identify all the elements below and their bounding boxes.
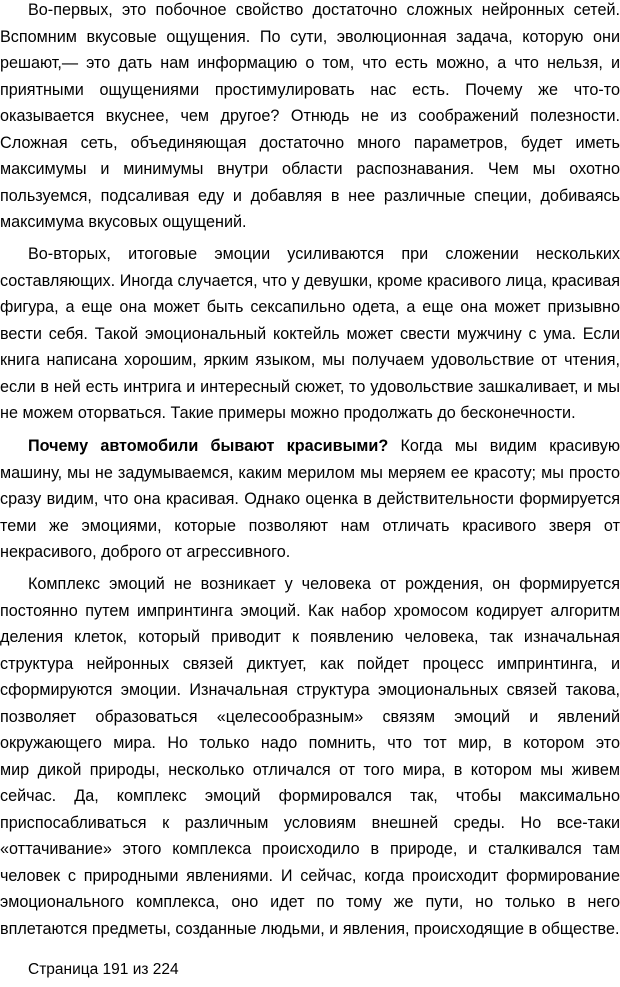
text-line: некрасивого, доброго от агрессивного.	[0, 543, 291, 561]
text-line: сейчас. Да, комплекс эмоций формировался так, чтобы максимально	[0, 787, 620, 805]
text-line	[0, 433, 620, 460]
text-line: максимумы и минимумы внутри области распознавания. Чем мы охотно	[0, 160, 620, 178]
text-line: Сложная сеть, объединяющая достаточно много параметров, будет иметь	[0, 133, 620, 152]
paragraph-2	[0, 241, 620, 427]
text-span: Когда мы видим красивую	[388, 437, 620, 455]
text-line: составляющих. Иногда случается, что у девушки, кроме красивого лица, красивая	[0, 271, 620, 290]
text-line: не можем оторваться. Такие примеры можно продолжать до бесконечности.	[0, 404, 576, 422]
text-line: сразу видим, что она красивая. Однако оценка в действительности формируется	[0, 490, 620, 508]
text-line: деления клеток, который приводит к появлению человека, так изначальная	[0, 628, 620, 646]
text-line: решают,— это дать нам информацию о том, что есть можно, а что нельзя, и	[0, 54, 620, 72]
text-line: оказывается вкуснее, чем другое? Отнюдь не из соображений полезности.	[0, 107, 620, 125]
text-line: эмоционального комплекса, оно идет по тому же пути, но только в него	[0, 893, 620, 911]
text-line: пользуемся, подсаливая еду и добавляя в нее различные специи, добиваясь	[0, 186, 620, 205]
text-line: Комплекс эмоций не возникает у человека от рождения, он формируется	[28, 575, 620, 593]
text-line: Во-первых, это побочное свойство достаточно сложных нейронных сетей.	[28, 1, 620, 19]
text-line: вести себя. Такой эмоциональный коктейль может свести мужчину с ума. Если	[0, 324, 620, 343]
paragraph-3	[0, 433, 620, 566]
text-line: приятными ощущениями простимулировать нас есть. Почему же что-то	[0, 80, 620, 99]
text-line: Вспомним вкусовые ощущения. По сути, эволюционная задача, которую они	[0, 27, 620, 46]
text-line: позволяет образоваться «целесообразным» связям эмоций и явлений	[0, 707, 620, 726]
text-line: постоянно путем импринтинга эмоций. Как набор хромосом кодирует алгоритм	[0, 601, 620, 620]
text-line: если в ней есть интрига и интересный сюжет, то удовольствие зашкаливает, и мы	[0, 377, 620, 396]
text-line: мир дикой природы, несколько отличался от того мира, в котором мы живем	[0, 760, 620, 779]
paragraph-1	[0, 0, 620, 236]
text-line: сформируются эмоции. Изначальная структура эмоциональных связей такова,	[0, 681, 620, 699]
paragraph-4	[0, 571, 620, 942]
text-line: Во-вторых, итоговые эмоции усиливаются при сложении нескольких	[28, 245, 620, 263]
text-line: человек с природными явлениями. И сейчас, когда происходит формирование	[0, 866, 620, 885]
page-number-footer: Страница 191 из 224	[28, 961, 179, 978]
text-line: окружающего мира. Но только надо помнить, что тот мир, в котором это	[0, 734, 620, 752]
text-line: машину, мы не задумываемся, каким мерилом мы меряем ее красоту; мы просто	[0, 463, 620, 482]
bold-heading: Почему автомобили бывают красивыми?	[28, 437, 389, 455]
text-line: «оттачивание» этого комплекса происходило в природе, и сталкивался там	[0, 840, 620, 858]
text-line: книга написана хорошим, ярким языком, мы получаем удовольствие от чтения,	[0, 351, 620, 369]
text-line: фигура, а еще она может быть сексапильно одета, а еще она может призывно	[0, 298, 620, 316]
text-line: максимума вкусовых ощущений.	[0, 213, 247, 231]
text-line: вплетаются предметы, созданные людьми, и явления, происходящие в обществе.	[0, 919, 620, 938]
text-line: структура нейронных связей диктует, как пойдет процесс импринтинга, и	[0, 654, 620, 673]
text-line: приспосабливаться к различным условиям внешней среды. Но все-таки	[0, 813, 620, 832]
text-line: теми же эмоциями, которые позволяют нам отличать красивого зверя от	[0, 516, 620, 535]
